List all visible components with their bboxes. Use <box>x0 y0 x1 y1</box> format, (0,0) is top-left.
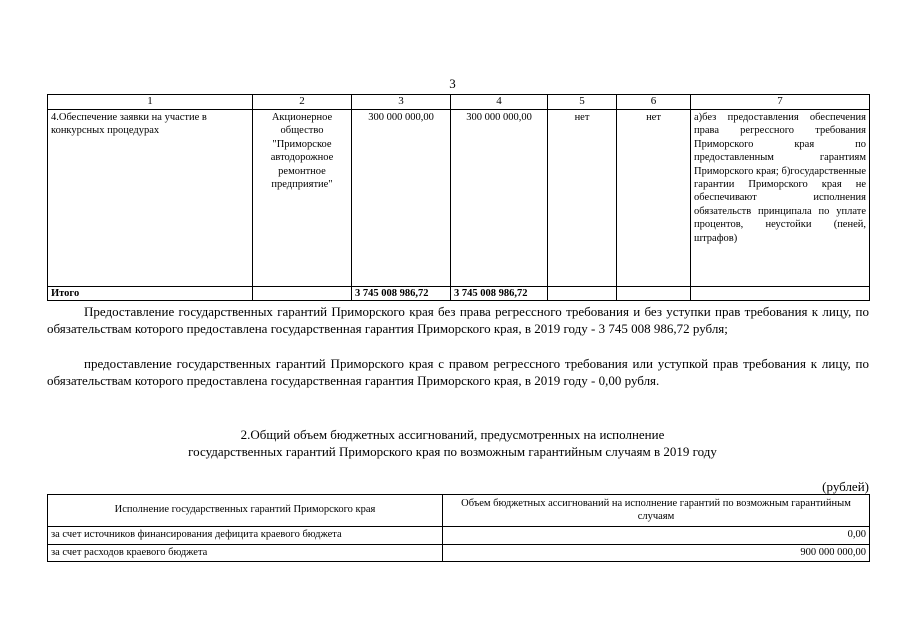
unit-label: (рублей) <box>822 479 869 494</box>
empty-cell <box>548 287 617 301</box>
total-amount: 3 745 008 986,72 <box>451 287 548 301</box>
allocations-table <box>47 494 870 562</box>
page-number: 3 <box>449 76 456 91</box>
total-amount: 3 745 008 986,72 <box>352 287 451 301</box>
paragraph-with-regress: предоставление государственных гарантий Приморского края с правом регрессного требования или уступкой прав требования к лицу, по обязательствам которого предоставлена государственная гарантия Приморского края, в 2019 году - 0,00 рубля. <box>47 356 869 389</box>
table-header-row <box>48 495 870 527</box>
column-header: 6 <box>617 95 691 110</box>
section-heading <box>0 426 905 460</box>
column-header: 4 <box>451 95 548 110</box>
column-header: Объем бюджетных ассигнований на исполнение гарантий по возможным гарантийным случаям <box>443 495 870 527</box>
conditions-cell: а)без предоставления обеспечения права регрессного требования Приморского края по предоставленным гарантиям Приморского края; б)государственные гарантии Приморского края не обеспечивают исполнения обязательств принципала по уплате процентов, неустойки (пеней, штрафов) <box>691 110 870 287</box>
heading-line: 2.Общий объем бюджетных ассигнований, предусмотренных на исполнение <box>240 427 665 442</box>
empty-cell <box>691 287 870 301</box>
row-label: за счет расходов краевого бюджета <box>48 544 443 562</box>
column-header: 5 <box>548 95 617 110</box>
column-header: 7 <box>691 95 870 110</box>
purpose-cell: 4.Обеспечение заявки на участие в конкурсных процедурах <box>48 110 253 287</box>
collateral-cell: нет <box>617 110 691 287</box>
row-value: 0,00 <box>443 527 870 545</box>
row-label: за счет источников финансирования дефицита краевого бюджета <box>48 527 443 545</box>
row-value: 900 000 000,00 <box>443 544 870 562</box>
table-row <box>48 527 870 545</box>
heading-line: государственных гарантий Приморского края по возможным гарантийным случаям в 2019 году <box>188 444 717 459</box>
principal-cell: Акционерное общество "Приморское автодорожное ремонтное предприятие" <box>253 110 352 287</box>
amount-cell: 300 000 000,00 <box>451 110 548 287</box>
table-row <box>48 544 870 562</box>
column-header: 1 <box>48 95 253 110</box>
regress-cell: нет <box>548 110 617 287</box>
column-header: 3 <box>352 95 451 110</box>
paragraph-no-regress: Предоставление государственных гарантий Приморского края без права регрессного требования и без уступки прав требования к лицу, по обязательствам которого предоставлена государственная гарантия Приморского края, в 2019 году - 3 745 008 986,72 рубля; <box>47 304 869 337</box>
total-row <box>48 287 870 301</box>
total-label: Итого <box>48 287 253 301</box>
table-row <box>48 110 870 287</box>
column-header: 2 <box>253 95 352 110</box>
table-header-row <box>48 95 870 110</box>
amount-cell: 300 000 000,00 <box>352 110 451 287</box>
empty-cell <box>253 287 352 301</box>
column-header: Исполнение государственных гарантий Приморского края <box>48 495 443 527</box>
guarantees-table <box>47 94 870 301</box>
empty-cell <box>617 287 691 301</box>
